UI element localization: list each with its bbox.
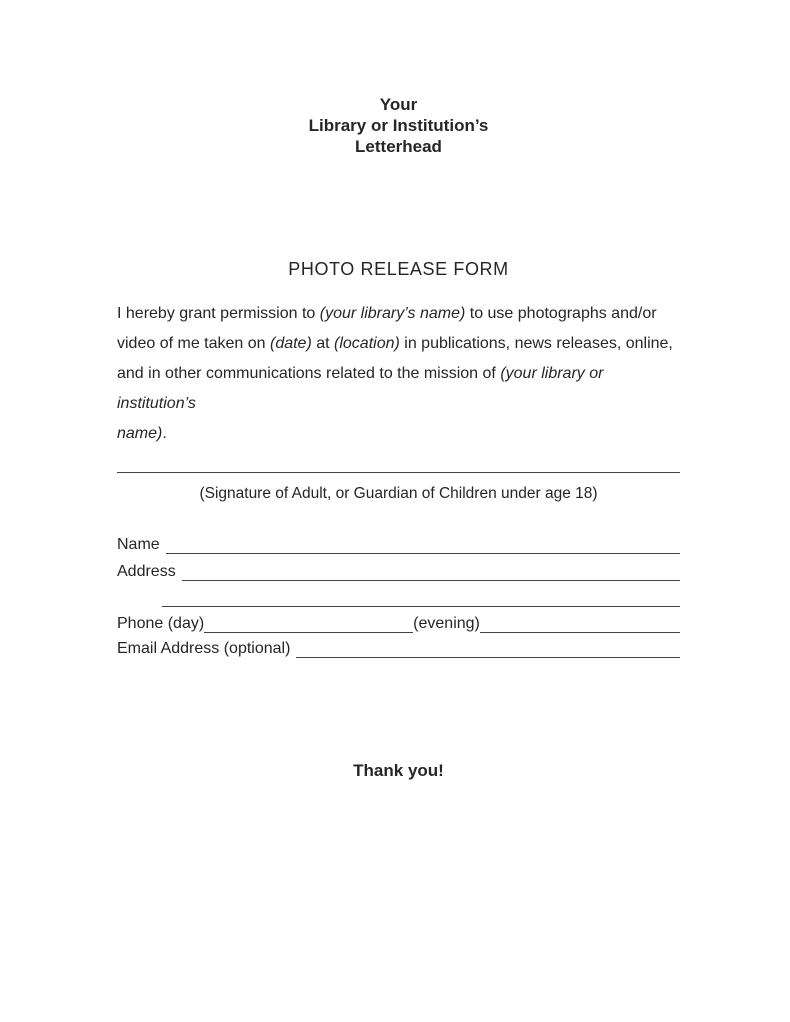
- address-blank-line: [182, 560, 680, 581]
- phone-day-label: Phone (day): [117, 615, 205, 632]
- signature-caption: (Signature of Adult, or Guardian of Children under age 18): [199, 485, 598, 502]
- paragraph-line: I hereby grant permission to (your library’s name) to use photographs and/or: [117, 305, 657, 322]
- closing-text: Thank you!: [353, 761, 444, 780]
- name-blank-line: [166, 533, 680, 554]
- letterhead-line-1: Your: [379, 95, 418, 114]
- paragraph-line: name).: [117, 425, 167, 442]
- phone-evening-label: (evening): [413, 615, 480, 632]
- permission-statement: [117, 299, 680, 449]
- form-title: PHOTO RELEASE FORM: [288, 259, 509, 279]
- email-field-row: [117, 637, 680, 658]
- name-field-row: [117, 533, 680, 554]
- letterhead-line-2: Library or Institution’s: [308, 116, 489, 135]
- paragraph-line: and in other communications related to the mission of (your library or institution’s: [117, 365, 604, 412]
- address-blank-line-2: [162, 586, 680, 607]
- letterhead-line-3: Letterhead: [355, 137, 442, 156]
- email-blank-line: [296, 637, 680, 658]
- phone-field-row: [117, 612, 680, 633]
- phone-evening-blank-line: [480, 612, 680, 633]
- name-label: Name: [117, 536, 160, 553]
- signature-line: [117, 472, 680, 473]
- address-label: Address: [117, 563, 176, 580]
- address-field-row: [117, 560, 680, 581]
- phone-day-blank-line: [204, 612, 413, 633]
- letterhead: [117, 94, 680, 157]
- paragraph-line: video of me taken on (date) at (location) in publications, news releases, online,: [117, 335, 673, 352]
- email-label: Email Address (optional): [117, 640, 291, 657]
- address-continuation-row: [162, 586, 680, 607]
